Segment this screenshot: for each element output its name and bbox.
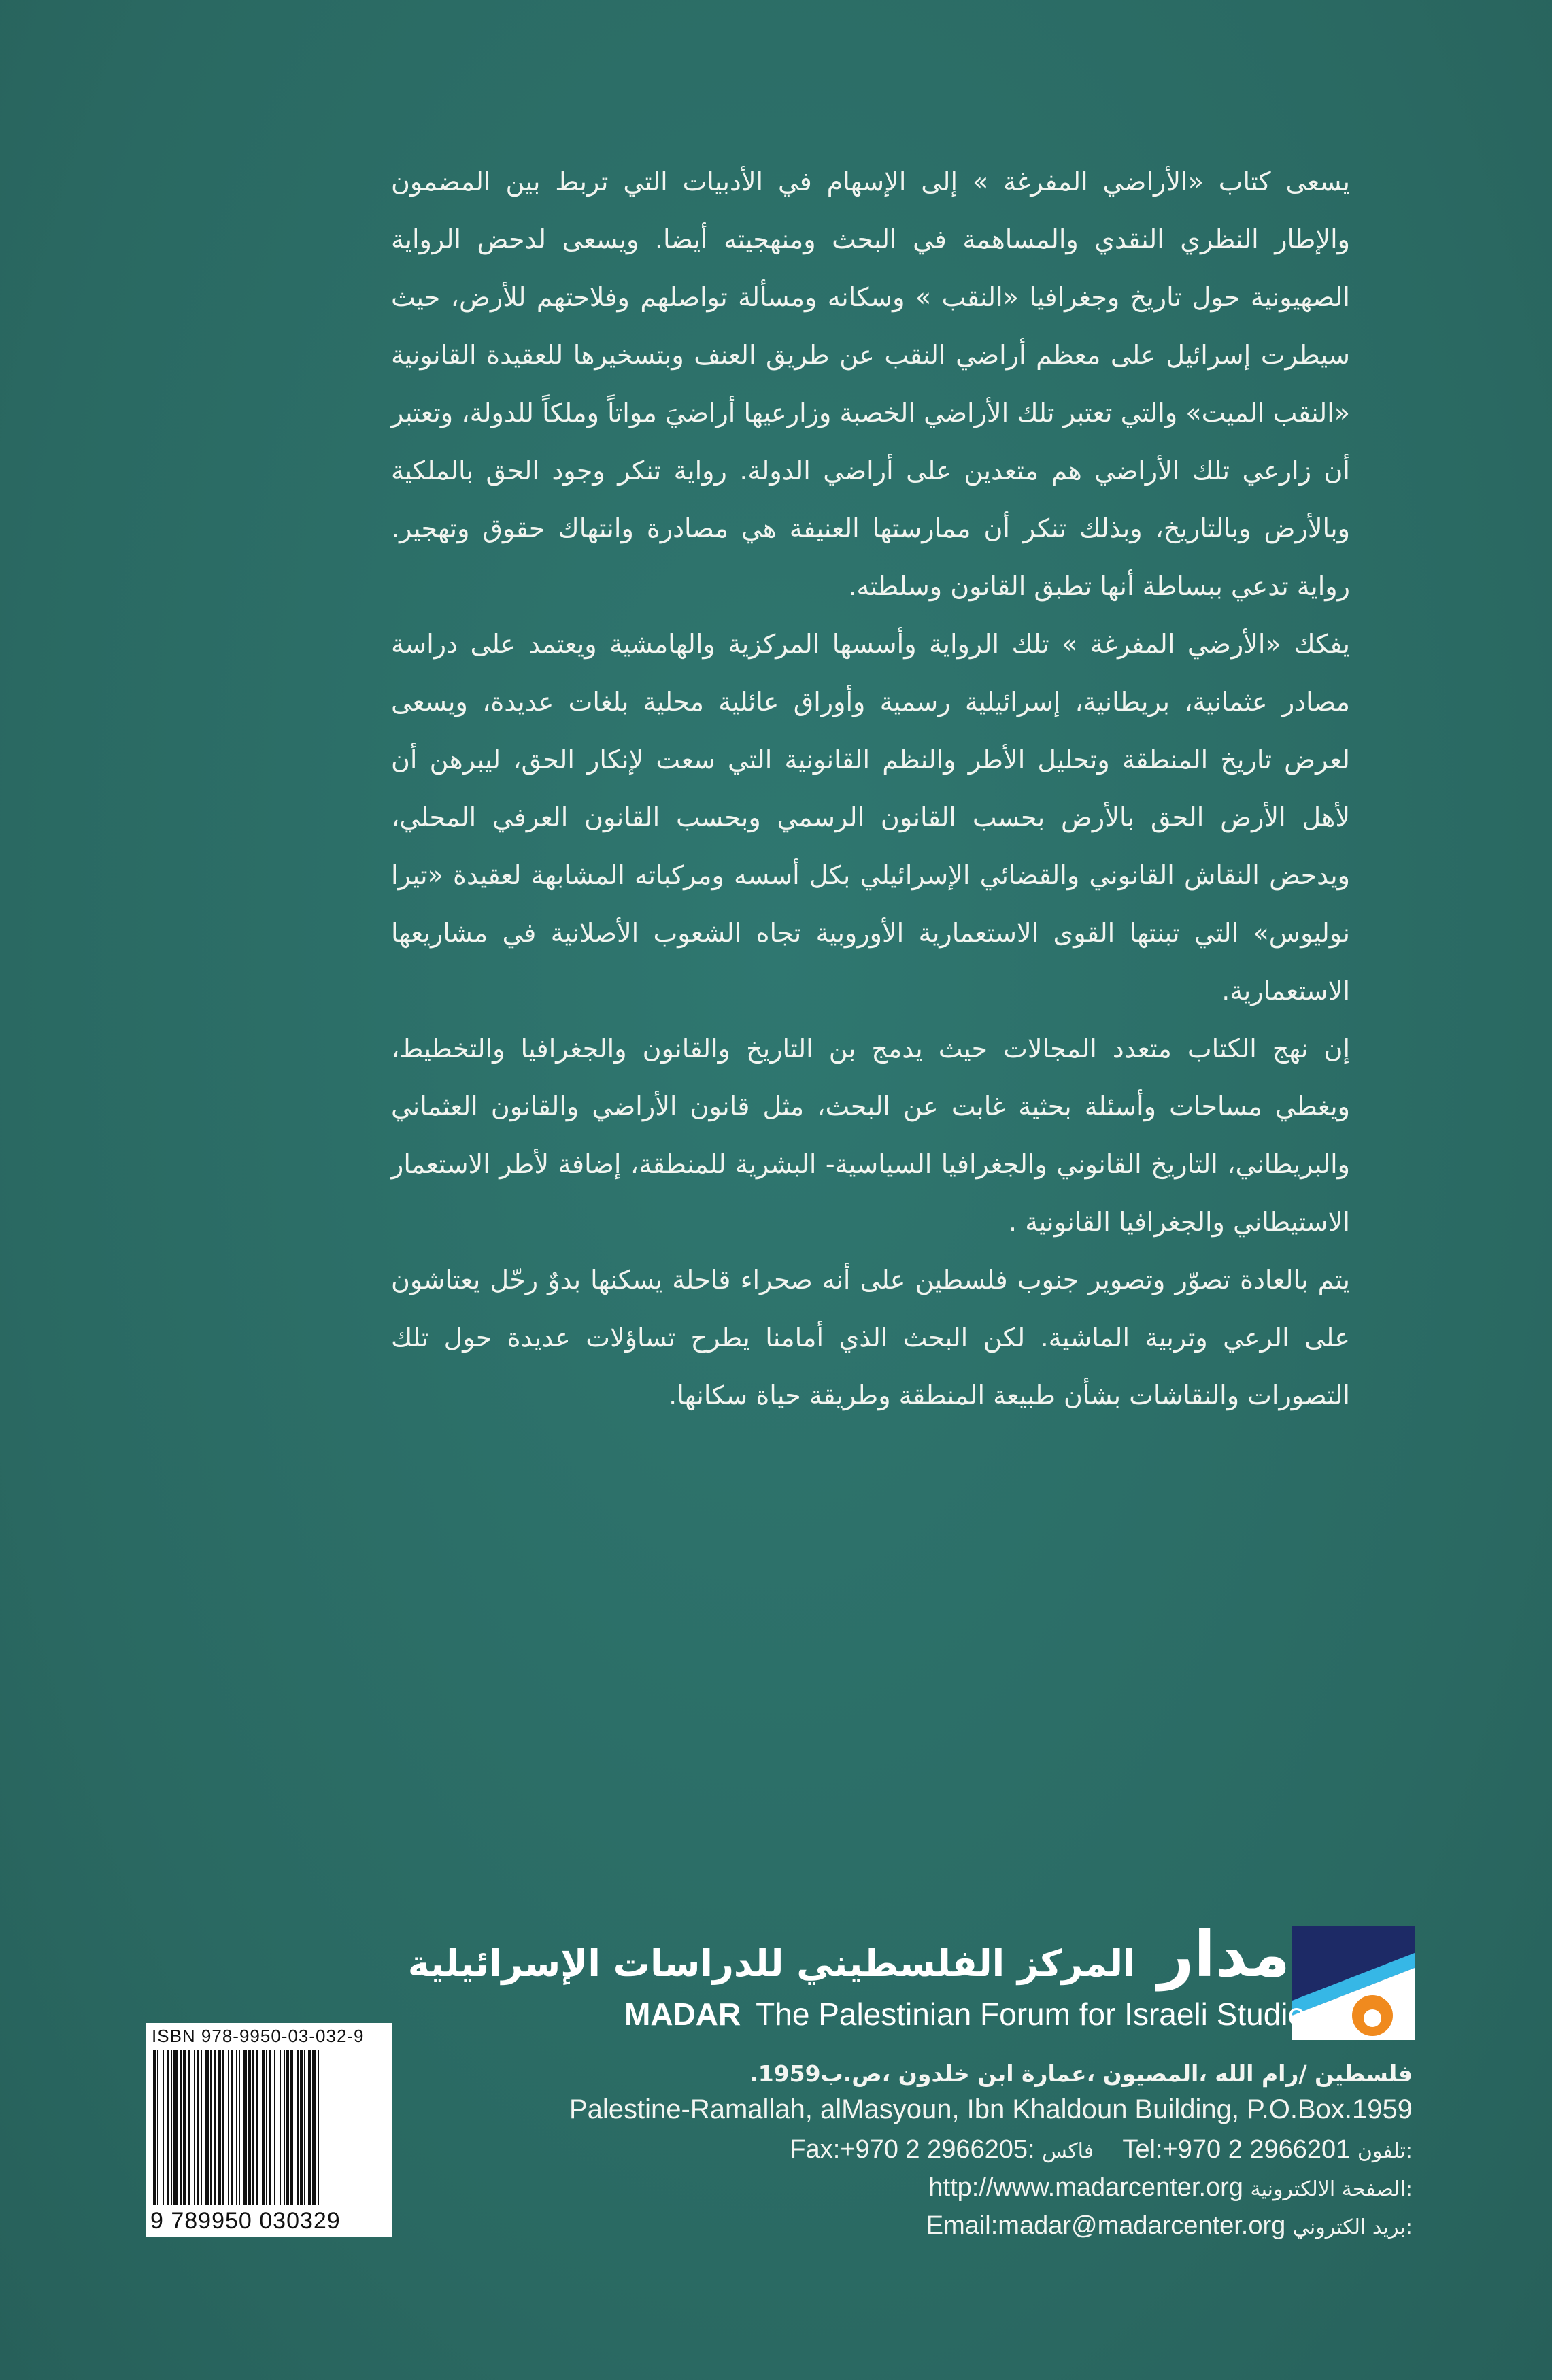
barcode-bar xyxy=(297,2050,299,2205)
barcode-bar xyxy=(236,2050,237,2205)
barcode-bar xyxy=(197,2050,199,2205)
barcode-bar xyxy=(312,2050,316,2205)
publisher-brand-arabic: مدار xyxy=(1158,1918,1290,1991)
website-label: الصفحة الالكترونية: xyxy=(1250,2177,1413,2201)
barcode-bar xyxy=(248,2050,251,2205)
barcode-bar xyxy=(252,2050,254,2205)
barcode-bar xyxy=(153,2050,156,2205)
website-url: http://www.madarcenter.org xyxy=(928,2173,1243,2202)
barcode-bar xyxy=(274,2050,275,2205)
barcode-bar xyxy=(201,2050,202,2205)
barcode-bars-icon xyxy=(150,2050,388,2208)
barcode-bar xyxy=(171,2050,172,2205)
publisher-full-name-english: The Palestinian Forum for Israeli Studies xyxy=(756,1996,1321,2032)
barcode-bar xyxy=(157,2050,158,2205)
barcode-bar xyxy=(284,2050,285,2205)
barcode-bar xyxy=(256,2050,258,2205)
barcode-bar xyxy=(243,2050,247,2205)
barcode-bar xyxy=(163,2050,164,2205)
email-address: Email:madar@madarcenter.org xyxy=(926,2211,1286,2240)
isbn-digits: 9 789950 030329 xyxy=(150,2208,341,2234)
barcode-bar xyxy=(300,2050,303,2205)
barcode-bar xyxy=(214,2050,216,2205)
barcode-bar xyxy=(280,2050,281,2205)
barcode-bar xyxy=(180,2050,182,2205)
address-arabic: فلسطين /رام الله ،المصيون ،عمارة ابن خلدون ،ص.ب1959. xyxy=(749,2060,1413,2087)
email-line xyxy=(926,2211,1413,2241)
back-cover-blurb xyxy=(391,153,1350,1425)
barcode-bar xyxy=(188,2050,190,2205)
publisher-name-arabic xyxy=(407,1918,1290,1994)
barcode-bar xyxy=(205,2050,209,2205)
barcode-bar xyxy=(231,2050,233,2205)
barcode-bar xyxy=(239,2050,240,2205)
isbn-barcode xyxy=(146,2023,392,2237)
barcode-bar xyxy=(218,2050,221,2205)
barcode-bar xyxy=(304,2050,305,2205)
address-english: Palestine-Ramallah, alMasyoun, Ibn Khaldoun Building, P.O.Box.1959 xyxy=(569,2094,1413,2124)
barcode-bar xyxy=(262,2050,265,2205)
barcode-bar xyxy=(210,2050,212,2205)
barcode-bar xyxy=(228,2050,229,2205)
blurb-paragraph-2: يفكك «الأرضي المفرغة » تلك الرواية وأسسها المركزية والهامشية ويعتمد على دراسة مصادر عثمانية، بريطانية، إسرائيلية رسمية وأوراق عائلية محلية بلغات عديدة، ويسعى لعرض تاريخ المنطقة وتحليل الأطر والنظم القانونية التي سعت لإنكار الحق، ليبرهن أن لأهل الأرض الحق بالأرض بحسب القانون الرسمي وبحسب القانون العرفي المحلي، ويدحض النقاش القانوني والقضائي الإسرائيلي بكل أسسه ومركباته المشابهة لعقيدة «تيرا نوليوس» التي تبنتها القوى الاستعمارية الأوروبية تجاه الشعوب الأصلانية في مشاريعها الاستعمارية. xyxy=(391,629,1350,1006)
fax-number: Fax:+970 2 2966205: xyxy=(790,2135,1035,2164)
isbn-label: ISBN 978-9950-03-032-9 xyxy=(152,2026,365,2046)
publisher-brand-english: MADAR xyxy=(624,1996,741,2032)
fax-label: فاكس xyxy=(1042,2139,1094,2163)
phone-label: تلفون: xyxy=(1357,2139,1413,2163)
email-label: بريد الكتروني: xyxy=(1292,2215,1413,2239)
blurb-paragraph-4: يتم بالعادة تصوّر وتصوير جنوب فلسطين على أنه صحراء قاحلة يسكنها بدوٌ رحّل يعتاشون على الرعي وتربية الماشية. لكن البحث الذي أمامنا يطرح تساؤلات عديدة حول تلك التصورات والنقاشات بشأن طبيعة المنطقة وطريقة حياة سكانها. xyxy=(391,1265,1350,1410)
website-line xyxy=(928,2173,1413,2203)
phone-fax-line xyxy=(790,2135,1413,2164)
barcode-bar xyxy=(194,2050,195,2205)
blurb-paragraph-1: يسعى كتاب «الأراضي المفرغة » إلى الإسهام في الأدبيات التي تربط بين المضمون والإطار النظري النقدي والمساهمة في البحث ومنهجيته أيضا. ويسعى لدحض الرواية الصهيونية حول تاريخ وجغرافيا «النقب » وسكانه ومسألة تواصلهم وفلاحتهم للأرض، حيث سيطرت إسرائيل على معظم أراضي النقب عن طريق العنف وبتسخيرها للعقيدة القانونية «النقب الميت» والتي تعتبر تلك الأراضي الخصبة وزارعيها أراضيَ مواتاً وملكاً للدولة، وتعتبر أن زارعي تلك الأراضي هم متعدين على أراضي الدولة. رواية تنكر وجود الحق بالملكية وبالأرض وبالتاريخ، وبذلك تنكر أن ممارستها العنيفة هي مصادرة وانتهاك حقوق وتهجير. رواية تدعي ببساطة أنها تطبق القانون وسلطته. xyxy=(391,167,1350,601)
barcode-bar xyxy=(222,2050,224,2205)
barcode-bar xyxy=(173,2050,178,2205)
barcode-bar xyxy=(266,2050,267,2205)
barcode-bar xyxy=(183,2050,186,2205)
publisher-full-name-arabic: المركز الفلسطيني للدراسات الإسرائيلية xyxy=(407,1942,1136,1985)
barcode-bar xyxy=(318,2050,319,2205)
barcode-bar xyxy=(308,2050,311,2205)
barcode-bar xyxy=(167,2050,169,2205)
publisher-name-english xyxy=(624,1996,1321,2033)
barcode-bar xyxy=(286,2050,289,2205)
barcode-bar xyxy=(290,2050,293,2205)
blurb-paragraph-3: إن نهج الكتاب متعدد المجالات حيث يدمج بن التاريخ والقانون والجغرافيا والتخطيط، ويغطي مساحات وأسئلة بحثية غابت عن البحث، مثل قانون الأراضي والقانون العثماني والبريطاني، التاريخ القانوني والجغرافيا السياسية- البشرية للمنطقة، إضافة لأطر الاستعمار الاستيطاني والجغرافيا القانونية . xyxy=(391,1034,1350,1237)
phone-number: Tel:+970 2 2966201 xyxy=(1122,2135,1351,2164)
barcode-bar xyxy=(269,2050,271,2205)
